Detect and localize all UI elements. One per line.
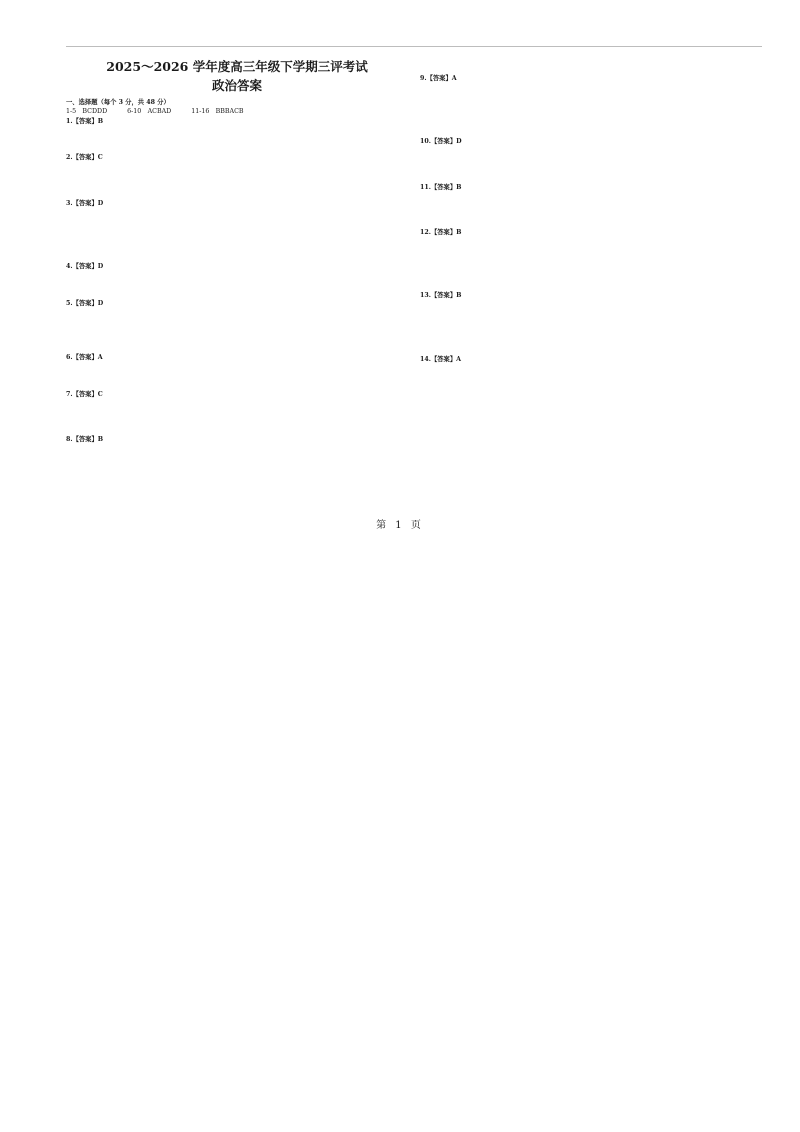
question-12-answer: 12.【答案】B: [420, 229, 462, 237]
question-14-explanation: [420, 365, 762, 401]
answer-key-6-10: 6-10 ACBAD: [127, 107, 172, 115]
question-13-answer: 13.【答案】B: [420, 292, 462, 300]
question-4-answer: 4.【答案】D: [66, 263, 104, 271]
document-title: 2025～2026 学年度高三年级下学期三评考试: [106, 59, 368, 74]
question-5-answer: 5.【答案】D: [66, 299, 104, 307]
question-11-answer: 11.【答案】B: [420, 183, 462, 191]
question-1-explanation: [66, 127, 408, 154]
top-rule: [66, 46, 762, 47]
question-10-answer: 10.【答案】D: [420, 138, 462, 146]
question-6-answer: 6.【答案】A: [66, 354, 103, 362]
answer-key-row: [66, 108, 408, 117]
question-2-answer: 2.【答案】C: [66, 154, 103, 162]
question-2-explanation: [66, 163, 408, 199]
answer-key-11-16: 11-16 BBBACB: [191, 107, 244, 115]
question-13-explanation: [420, 301, 762, 354]
answer-key-1-5: 1-5 BCDDD: [66, 107, 108, 115]
question-8-answer: 8.【答案】B: [66, 436, 104, 444]
question-11-explanation: [420, 193, 762, 229]
question-14-answer: 14.【答案】A: [420, 355, 462, 363]
question-7-answer: 7.【答案】C: [66, 390, 103, 398]
question-10-explanation: [420, 147, 762, 183]
right-column: [420, 56, 762, 401]
section-heading: 一、选择题（每个 3 分，共 48 分）: [66, 99, 170, 106]
question-1-answer: 1.【答案】B: [66, 117, 104, 125]
question-12-explanation: [420, 238, 762, 291]
question-3-answer: 3.【答案】D: [66, 199, 104, 207]
question-9-answer: 9.【答案】A: [420, 74, 457, 82]
question-7-explanation: [66, 400, 408, 436]
question-9-explanation: [420, 84, 762, 137]
question-6-explanation: [66, 363, 408, 390]
question-3-explanation: [66, 209, 408, 262]
question-8-explanation-continued: [420, 56, 762, 74]
left-column: [66, 50, 408, 482]
document-subtitle: 政治答案: [211, 78, 262, 93]
question-8-explanation: [66, 445, 408, 481]
page-number: 第 1 页: [376, 520, 424, 531]
question-5-explanation: [66, 309, 408, 354]
question-4-explanation: [66, 272, 408, 299]
